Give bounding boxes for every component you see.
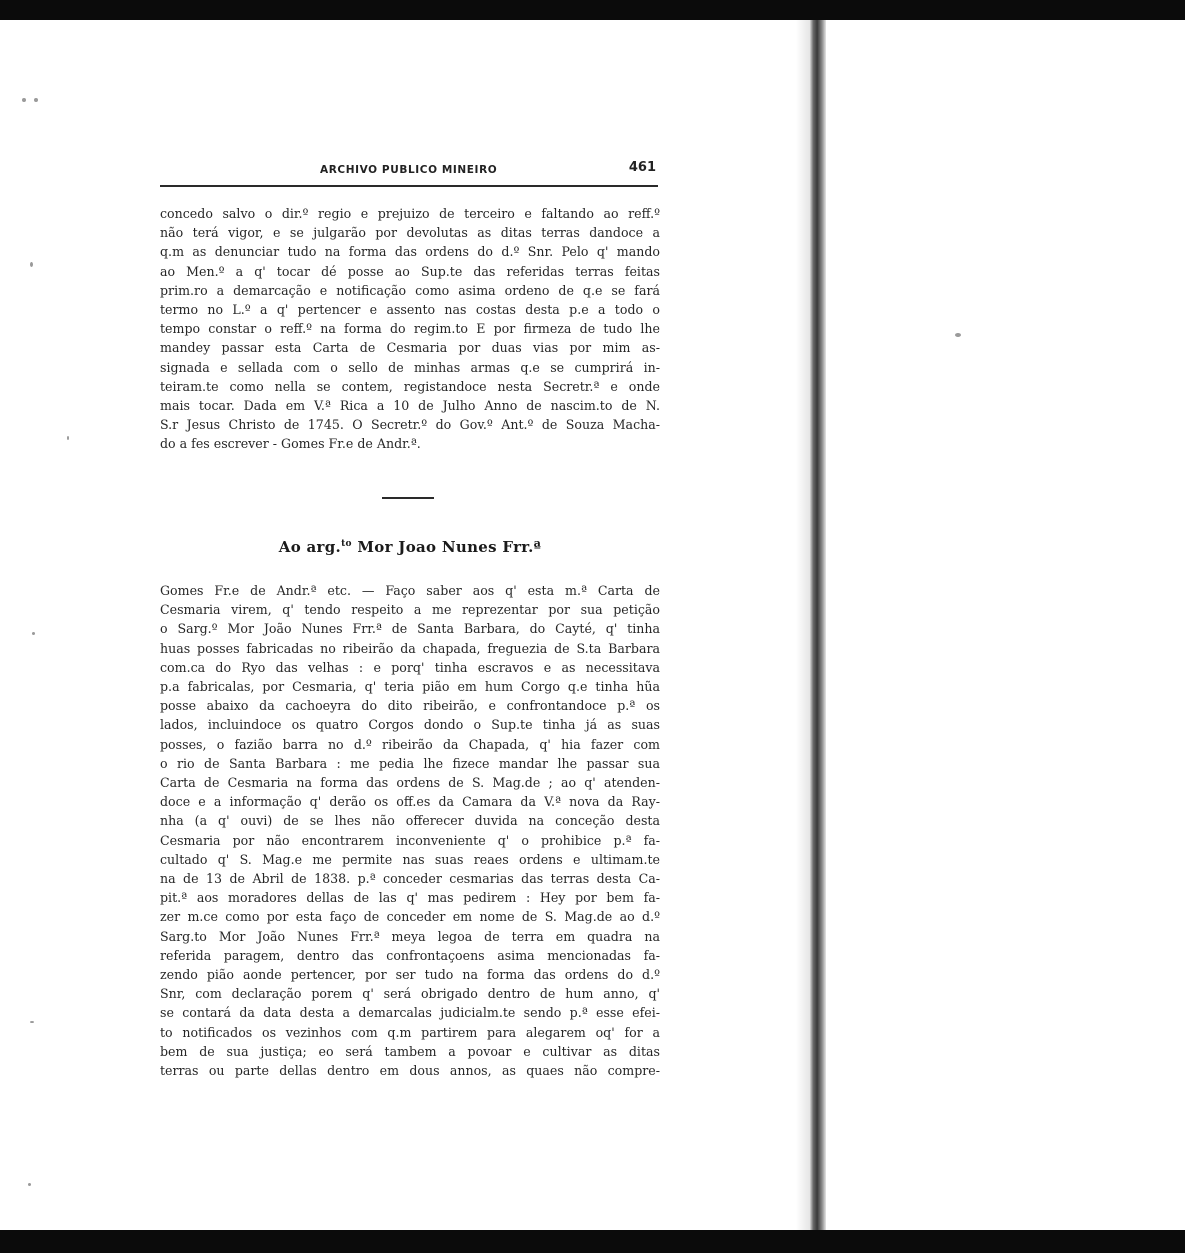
text-line: zendo pião aonde pertencer, por ser tudo na forma das ordens do d.º <box>160 967 660 983</box>
text-line: Snr, com declaração porem q' será obrigado dentro de hum anno, q' <box>160 986 660 1002</box>
scan-speck <box>955 333 961 337</box>
section-heading <box>160 538 660 556</box>
text-line: do a fes escrever - Gomes Fr.e de Andr.ª. <box>160 436 421 452</box>
section-divider <box>382 497 434 499</box>
scan-speck <box>34 98 38 102</box>
text-line: posses, o fazião barra no d.º ribeirão da Chapada, q' hia fazer com <box>160 736 660 752</box>
text-line: Gomes Fr.e de Andr.ª etc. — Faço saber aos q' esta m.ª Carta de <box>160 583 660 598</box>
page-number: 461 <box>628 160 656 175</box>
scan-speck <box>22 98 26 102</box>
book-gutter-shadow <box>796 20 810 1230</box>
text-line: referida paragem, dentro das confrontaçoens asima mencionadas fa- <box>160 947 660 963</box>
text-line: pit.ª aos moradores dellas de las q' mas pedirem : Hey por bem fa- <box>160 890 660 906</box>
scan-speck <box>30 1021 34 1023</box>
text-line: zer m.ce como por esta faço de conceder em nome de S. Mag.de ao d.º <box>160 909 660 925</box>
text-line: na de 13 de Abril de 1838. p.ª conceder cesmarias das terras desta Ca- <box>160 871 660 887</box>
running-head <box>160 160 658 182</box>
text-line: cultado q' S. Mag.e me permite nas suas reaes ordens e ultimam.te <box>160 851 660 867</box>
text-line: doce e a informação q' derão os off.es da Camara da V.ª nova da Ray- <box>160 794 660 810</box>
scan-border-top <box>0 0 1185 20</box>
text-line: se contará da data desta a demarcalas judicialm.te sendo p.ª esse efei- <box>160 1005 660 1021</box>
text-line: concedo salvo o dir.º regio e prejuizo de terceiro e faltando ao reff.º <box>160 206 660 221</box>
text-line: lados, incluindoce os quatro Corgos dondo o Sup.te tinha já as suas <box>160 717 660 733</box>
text-line: mais tocar. Dada em V.ª Rica a 10 de Julho Anno de nascim.to de N. <box>160 398 660 414</box>
section-heading-prefix: Ao arg. <box>278 538 342 556</box>
text-line: Carta de Cesmaria na forma das ordens de S. Mag.de ; ao q' atenden- <box>160 775 660 791</box>
scan-speck <box>67 436 69 440</box>
text-line: nha (a q' ouvi) de se lhes não offerecer duvida na conceção desta <box>160 813 660 829</box>
body-text-section-1 <box>160 204 660 454</box>
text-line: signada e sellada com o sello de minhas armas q.e se cumprirá in- <box>160 359 660 375</box>
book-spine <box>810 20 826 1230</box>
text-line: não terá vigor, e se julgarão por devolutas as ditas terras dandoce a <box>160 225 660 241</box>
text-line: q.m as denunciar tudo na forma das ordens do d.º Snr. Pelo q' mando <box>160 244 660 260</box>
text-line: termo no L.º a q' pertencer e assento nas costas desta p.e a todo o <box>160 302 660 318</box>
section-heading-rest: Mor Joao Nunes Frr.ª <box>351 538 542 556</box>
text-line: S.r Jesus Christo de 1745. O Secretr.º do Gov.º Ant.º de Souza Macha- <box>160 417 660 433</box>
text-line: o Sarg.º Mor João Nunes Frr.ª de Santa Barbara, do Cayté, q' tinha <box>160 621 660 637</box>
text-line: to notificados os vezinhos com q.m partirem para alegarem oq' for a <box>160 1024 660 1040</box>
text-line: Cesmaria por não encontrarem inconveniente q' o prohibice p.ª fa- <box>160 832 660 848</box>
text-line: mandey passar esta Carta de Cesmaria por duas vias por mim as- <box>160 340 660 356</box>
body-text-section-2 <box>160 581 660 1080</box>
header-rule <box>160 185 658 187</box>
text-line: com.ca do Ryo das velhas : e porq' tinha escravos e as necessitava <box>160 659 660 675</box>
text-line: Sarg.to Mor João Nunes Frr.ª meya legoa de terra em quadra na <box>160 928 660 944</box>
scan-border-bottom <box>0 1230 1185 1253</box>
section-heading-superscript: to <box>341 539 352 549</box>
scan-speck <box>28 1183 31 1186</box>
text-line: posse abaixo da cachoeyra do dito ribeirão, e confrontandoce p.ª os <box>160 698 660 714</box>
text-line: o rio de Santa Barbara : me pedia lhe fizece mandar lhe passar sua <box>160 755 660 771</box>
text-line: teiram.te como nella se contem, registandoce nesta Secretr.ª e onde <box>160 378 660 394</box>
scan-speck <box>32 632 35 635</box>
text-line: terras ou parte dellas dentro em dous annos, as quaes não compre- <box>160 1063 660 1079</box>
text-line: bem de sua justiça; eo será tambem a povoar e cultivar as ditas <box>160 1043 660 1059</box>
text-line: Cesmaria virem, q' tendo respeito a me reprezentar por sua petição <box>160 602 660 618</box>
text-line: p.a fabricalas, por Cesmaria, q' teria pião em hum Corgo q.e tinha hũa <box>160 679 660 695</box>
text-line: prim.ro a demarcação e notificação como asima ordeno de q.e se fará <box>160 282 660 298</box>
text-line: ao Men.º a q' tocar dé posse ao Sup.te das referidas terras feitas <box>160 263 660 279</box>
text-line: huas posses fabricadas no ribeirão da chapada, freguezia de S.ta Barbara <box>160 640 660 656</box>
running-head-title: ARCHIVO PUBLICO MINEIRO <box>320 164 498 176</box>
scan-speck <box>30 262 33 267</box>
text-line: tempo constar o reff.º na forma do regim.to E por firmeza de tudo lhe <box>160 321 660 337</box>
